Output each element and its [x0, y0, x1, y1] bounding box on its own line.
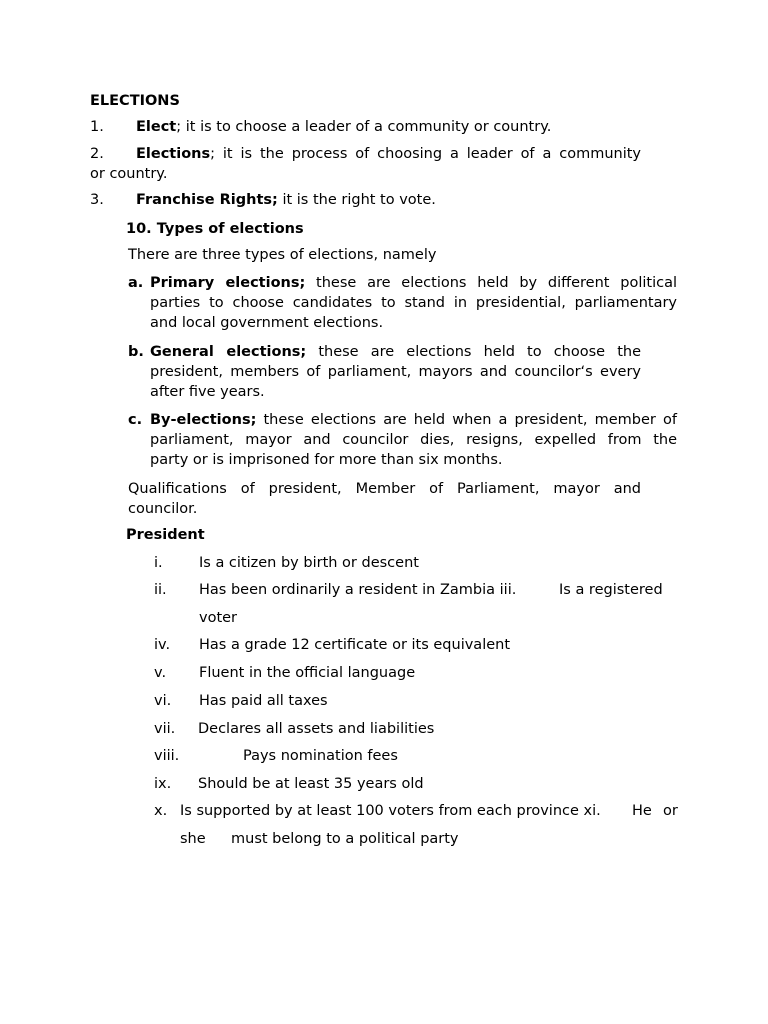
list-number: i.: [154, 555, 163, 571]
definition-number: 1.: [90, 119, 104, 135]
list-letter: a.: [128, 275, 144, 291]
list-item: Pays nomination fees: [243, 748, 398, 764]
definition-elections-line1: Elections; it is the process of choosing a leader of a community: [136, 146, 641, 162]
type-by-elections-line3: party or is imprisoned for more than six months.: [150, 452, 503, 468]
list-letter: b.: [128, 344, 144, 360]
list-number: ix.: [154, 776, 172, 792]
list-number: vii.: [154, 721, 176, 737]
list-number: ii.: [154, 582, 167, 598]
list-item-continuation: she: [180, 831, 206, 847]
list-item: or: [663, 803, 678, 819]
type-primary-line3: and local government elections.: [150, 315, 384, 331]
type-general-line2: president, members of parliament, mayors and councilor‘s every: [150, 364, 641, 380]
type-general-line3: after five years.: [150, 384, 265, 400]
president-heading: President: [126, 527, 205, 543]
type-by-elections-line1: By-elections; these elections are held when a president, member of: [150, 412, 677, 428]
list-number: viii.: [154, 748, 180, 764]
qualifications-line2: councilor.: [128, 501, 198, 517]
document-title: ELECTIONS: [90, 93, 180, 109]
section-heading: 10. Types of elections: [126, 221, 304, 237]
type-primary-line1: Primary elections; these are elections held by different political: [150, 275, 677, 291]
list-item: Is a citizen by birth or descent: [199, 555, 419, 571]
list-item: Fluent in the official language: [199, 665, 416, 681]
qualifications-line1: Qualifications of president, Member of Parliament, mayor and: [128, 481, 641, 497]
list-number: x.: [154, 803, 168, 819]
list-letter: c.: [128, 412, 143, 428]
type-by-elections-line2: parliament, mayor and councilor dies, resigns, expelled from the: [150, 432, 677, 448]
definition-franchise: Franchise Rights; it is the right to vote.: [136, 192, 436, 208]
list-item: Declares all assets and liabilities: [198, 721, 435, 737]
definition-number: 2.: [90, 146, 104, 162]
list-number: v.: [154, 665, 167, 681]
list-item: He: [632, 803, 652, 819]
list-item: Is a registered: [559, 582, 663, 598]
type-primary-line2: parties to choose candidates to stand in presidential, parliamentary: [150, 295, 677, 311]
list-item-continuation: must belong to a political party: [231, 831, 459, 847]
list-number: iv.: [154, 637, 171, 653]
list-item: Is supported by at least 100 voters from each province xi.: [180, 803, 601, 819]
list-item-continuation: voter: [199, 610, 238, 626]
list-item: Should be at least 35 years old: [198, 776, 424, 792]
definition-number: 3.: [90, 192, 104, 208]
list-item: Has a grade 12 certificate or its equivalent: [199, 637, 511, 653]
definition-elections-line2: or country.: [90, 166, 168, 182]
definition-elect: Elect; it is to choose a leader of a community or country.: [136, 119, 552, 135]
list-item: Has been ordinarily a resident in Zambia iii.: [199, 582, 517, 598]
list-item: Has paid all taxes: [199, 693, 328, 709]
types-intro: There are three types of elections, namely: [128, 247, 437, 263]
type-general-line1: General elections; these are elections held to choose the: [150, 344, 642, 360]
list-number: vi.: [154, 693, 172, 709]
